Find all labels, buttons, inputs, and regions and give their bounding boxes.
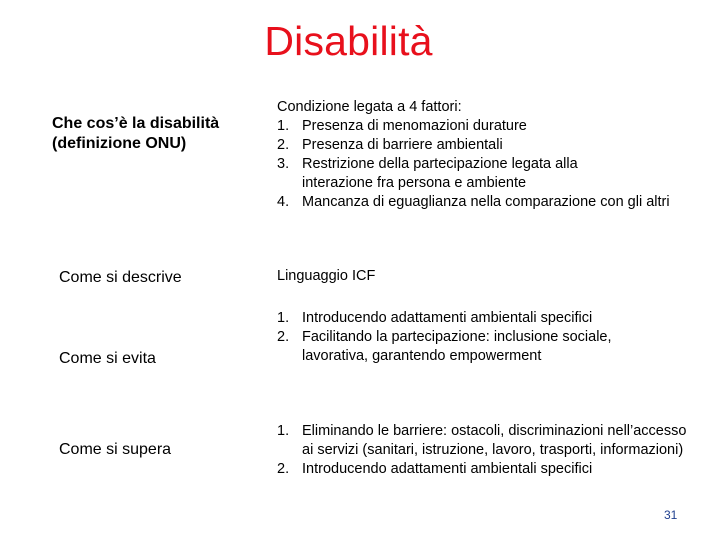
row-label-line: Che cos’è la disabilità xyxy=(52,115,220,132)
avoid-list xyxy=(277,309,672,366)
list-item xyxy=(277,155,632,193)
describe-content: Linguaggio ICF xyxy=(277,268,376,284)
list-number: 1. xyxy=(277,423,290,439)
list-number: 2. xyxy=(277,137,290,153)
list-number: 2. xyxy=(277,329,290,345)
list-text: Presenza di menomazioni durature xyxy=(302,118,527,134)
row-label-line: (definizione ONU) xyxy=(52,135,187,152)
row-label-describe: Come si descrive xyxy=(59,269,182,286)
slide-title: Disabilità xyxy=(264,18,433,64)
list-text: Eliminando le barriere: ostacoli, discriminazioni nell’accesso ai servizi (sanitari, istruzione, lavoro, trasporti, informazioni) xyxy=(302,423,687,458)
definition-content xyxy=(277,98,697,212)
page-number: 31 xyxy=(664,508,678,522)
definition-list xyxy=(277,117,697,212)
list-number: 3. xyxy=(277,156,290,172)
list-number: 4. xyxy=(277,194,290,210)
list-text: Introducendo adattamenti ambientali specifici xyxy=(302,310,593,326)
list-item xyxy=(277,328,672,366)
list-text: Introducendo adattamenti ambientali specifici xyxy=(302,461,593,477)
list-text: Presenza di barriere ambientali xyxy=(302,137,503,153)
list-item xyxy=(277,309,672,328)
list-number: 1. xyxy=(277,310,290,326)
row-label-definition xyxy=(52,114,219,154)
avoid-content xyxy=(277,309,672,366)
list-item xyxy=(277,422,687,460)
definition-intro: Condizione legata a 4 fattori: xyxy=(277,99,462,115)
overcome-content xyxy=(277,422,687,479)
list-number: 2. xyxy=(277,461,290,477)
list-item xyxy=(277,193,712,212)
list-item xyxy=(277,136,697,155)
list-number: 1. xyxy=(277,118,290,134)
row-label-overcome: Come si supera xyxy=(59,441,172,458)
list-text: Restrizione della partecipazione legata alla interazione fra persona e ambiente xyxy=(302,156,578,191)
list-text: Facilitando la partecipazione: inclusione sociale, lavorativa, garantendo empowerment xyxy=(302,329,612,364)
list-text: Mancanza di eguaglianza nella comparazione con gli altri xyxy=(302,194,670,210)
list-item xyxy=(277,460,672,479)
row-label-avoid: Come si evita xyxy=(59,350,156,367)
list-item xyxy=(277,117,697,136)
overcome-list xyxy=(277,422,687,479)
